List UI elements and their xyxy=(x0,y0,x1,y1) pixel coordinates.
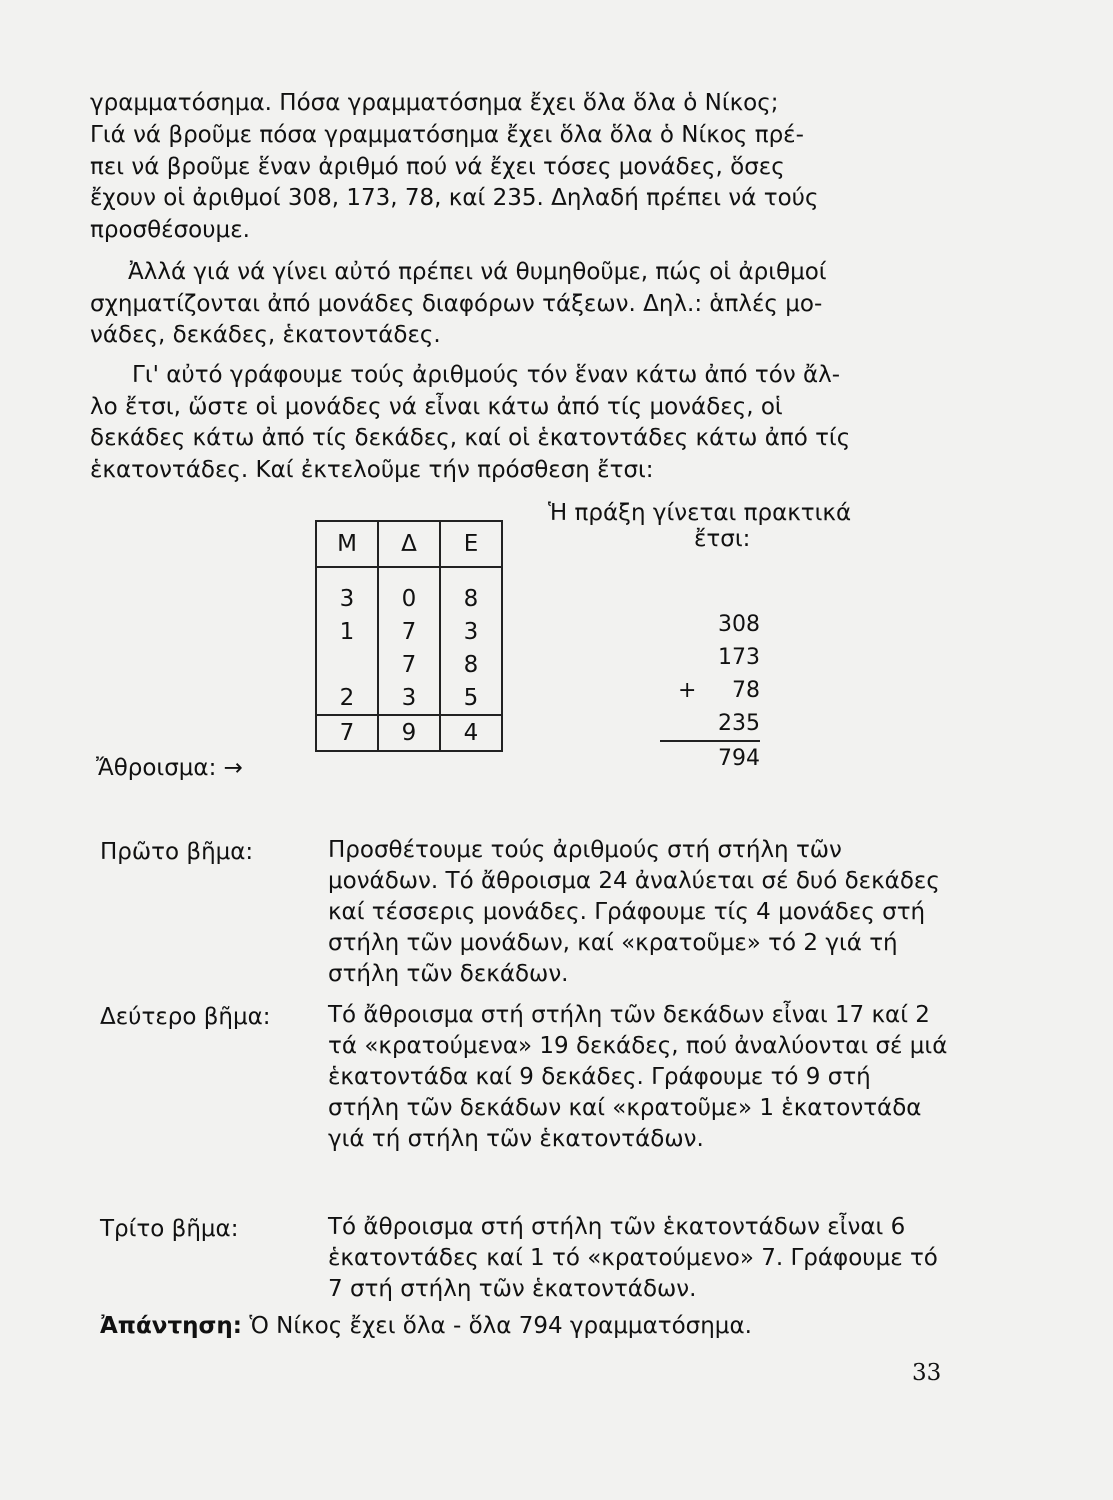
addend: 235 xyxy=(660,707,760,742)
table-cell: 3 xyxy=(440,615,502,648)
paragraph-column-writing xyxy=(90,360,940,486)
page-number: 33 xyxy=(912,1360,942,1386)
vertical-addition xyxy=(660,608,760,775)
text-line: Γιά νά βροῦμε πόσα γραμματόσημα ἔχει ὅλα ὅλα ὁ Νίκος πρέ- xyxy=(90,122,804,148)
table-cell: 3 xyxy=(378,681,440,715)
paragraph-place-values xyxy=(90,257,940,352)
header-tens: Δ xyxy=(378,521,440,567)
header-hundreds: Μ xyxy=(316,521,378,567)
step-text: Τό ἄθροισμα στή στήλη τῶν δεκάδων εἶναι 17 καί 2 τά «κρατούμενα» 19 δεκάδες, πού ἀναλύονται σέ μιά ἑκατοντάδα καί 9 δεκάδες. Γράφουμε τό 9 στή στήλη τῶν δεκάδων καί «κρατοῦμε» 1 ἑκατοντάδα γιά τή στήλη τῶν ἑκατοντάδων. xyxy=(328,1002,948,1152)
table-cell xyxy=(316,648,378,681)
text-line: λο ἔτσι, ὥστε οἱ μονάδες νά εἶναι κάτω ἀπό τίς μονάδες, οἱ xyxy=(90,393,783,420)
text-line: ἑκατοντάδες. Καί ἐκτελοῦμε τήν πρόσθεση ἔτσι: xyxy=(90,456,654,483)
text-line: Ἀλλά γιά νά γίνει αὐτό πρέπει νά θυμηθοῦμε, πώς οἱ ἀριθμοί xyxy=(128,259,827,285)
sum-cell: 4 xyxy=(440,715,502,751)
text-line: νάδες, δεκάδες, ἑκατοντάδες. xyxy=(90,322,441,348)
practical-subtitle: ἔτσι: xyxy=(694,526,751,552)
paragraph-find-number xyxy=(90,120,940,246)
table-cell: 5 xyxy=(440,681,502,715)
text-line: Γι' αὐτό γράφουμε τούς ἀριθμούς τόν ἕναν κάτω ἀπό τόν ἄλ- xyxy=(132,362,841,388)
answer-text: Ὁ Νίκος ἔχει ὅλα - ὅλα 794 γραμματόσημα. xyxy=(249,1313,752,1339)
place-value-table xyxy=(315,520,503,752)
addend: 308 xyxy=(718,612,760,637)
header-units: Ε xyxy=(440,521,502,567)
practical-heading xyxy=(548,500,851,552)
answer xyxy=(100,1313,752,1339)
text-line: προσθέσουμε. xyxy=(90,216,250,243)
addend: 173 xyxy=(718,645,760,670)
step-label: Τρίτο βῆμα: xyxy=(100,1216,239,1242)
step-text: Προσθέτουμε τούς ἀριθμούς στή στήλη τῶν μονάδων. Τό ἄθροισμα 24 ἀναλύεται σέ δυό δεκάδες καί τέσσερις μονάδες. Γράφουμε τίς 4 μονάδες στή στήλη τῶν μονάδων, καί «κρατοῦμε» τό 2 γιά τή στήλη τῶν δεκάδων. xyxy=(328,837,940,987)
table-cell: 7 xyxy=(378,648,440,681)
text-line: σχηματίζονται ἀπό μονάδες διαφόρων τάξεων. Δηλ.: ἁπλές μο- xyxy=(90,290,823,317)
table-cell: 0 xyxy=(378,582,440,615)
table-cell: 8 xyxy=(440,648,502,681)
table-cell: 2 xyxy=(316,681,378,715)
answer-label: Ἀπάντηση: xyxy=(100,1313,242,1339)
practical-title: Ἡ πράξη γίνεται πρακτικά xyxy=(548,500,852,526)
text-line: πει νά βροῦμε ἕναν ἀριθμό πού νά ἔχει τόσες μονάδες, ὅσες xyxy=(90,153,785,180)
table-cell: 3 xyxy=(316,582,378,615)
sum-label: Ἄθροισμα: → xyxy=(96,755,243,781)
addition-result: 794 xyxy=(718,746,760,771)
paragraph-intro xyxy=(90,88,940,120)
step-label: Δεύτερο βῆμα: xyxy=(100,1004,271,1030)
sum-cell: 9 xyxy=(378,715,440,751)
plus-sign: + xyxy=(678,678,697,703)
step-text: Τό ἄθροισμα στή στήλη τῶν ἑκατοντάδων εἶναι 6 ἑκατοντάδες καί 1 τό «κρατούμενο» 7. Γράφουμε τό 7 στή στήλη τῶν ἑκατοντάδων. xyxy=(328,1214,938,1302)
table-cell: 7 xyxy=(378,615,440,648)
step-label: Πρῶτο βῆμα: xyxy=(100,839,254,865)
addend: 78 xyxy=(732,678,760,703)
table-cell: 1 xyxy=(316,615,378,648)
sum-cell: 7 xyxy=(316,715,378,751)
text-line: ἔχουν οἱ ἀριθμοί 308, 173, 78, καί 235. Δηλαδή πρέπει νά τούς xyxy=(90,185,819,211)
text-line: δεκάδες κάτω ἀπό τίς δεκάδες, καί οἱ ἑκατοντάδες κάτω ἀπό τίς xyxy=(90,425,851,451)
table-cell: 8 xyxy=(440,582,502,615)
text-line: γραμματόσημα. Πόσα γραμματόσημα ἔχει ὅλα ὅλα ὁ Νίκος; xyxy=(90,90,779,116)
